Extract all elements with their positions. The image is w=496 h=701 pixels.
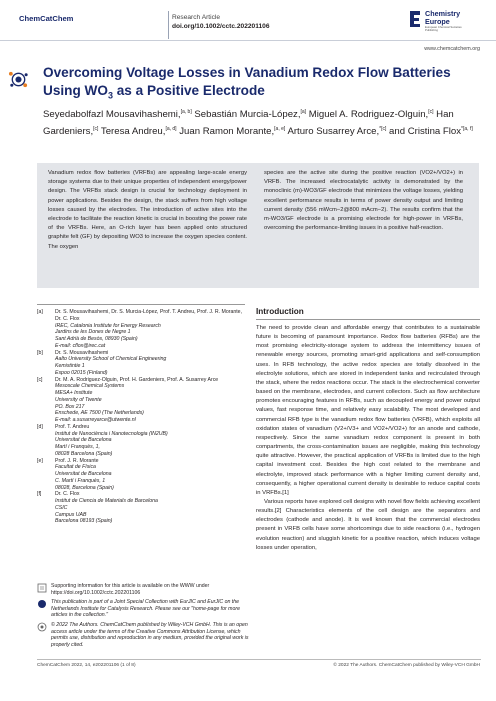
abstract-left-column: Vanadium redox flow batteries (VRFBs) are appealing large-scale energy storage systems due to their unique properties of independent energy/power design. The VRFBs stack design is crucial for technology deployment in power applications. Besides the design, the stack suffers from high voltage losses caused by the electrodes. The introduction of active sites into the electrode to facilitate the reaction kinetic is crucial in boosting the power rate of the VRFBs. Here, an O-rich layer has been applied onto structured graphite felt (GF) by depositing WO3 to increase the oxygen species content. The oxygen xyxy=(48,170,247,250)
logo-text-line2: Europe xyxy=(425,17,450,26)
affiliation-item xyxy=(37,309,247,350)
affiliation-key: [b] xyxy=(37,349,43,356)
affiliation-key: [c] xyxy=(37,376,43,383)
author-affiliation-marker: *[a, f] xyxy=(461,126,473,133)
affiliation-line: Jardins de les Dones de Negre 1 xyxy=(55,329,131,336)
affiliation-line: E-mail: a.susarreyarce@utwente.nl xyxy=(55,417,136,423)
chemistry-europe-logo-icon xyxy=(408,10,422,28)
title-subscript: 3 xyxy=(107,90,113,101)
affiliation-line: Universitat de Barcelona xyxy=(55,471,112,477)
affiliation-item xyxy=(37,424,247,458)
abstract-right-column: species are the active site during the positive reaction (VO2+/VO2+) in VRFB. The increased electrocatalytic activity is demonstrated by the monoclinic (m)-WO3/GF electrode that minimizes the voltage losses, yielding excellent performance results in terms of power density output and limiting current density (556 mWcm−2@800 mAcm−2). The results confirm that the m-WO3/GF electrode is a promising electrode for high-power in VRFBs, overcoming the performance-limiting issues in a positive half-reaction. xyxy=(264,170,463,232)
author-affiliation-marker: [c] xyxy=(428,109,434,115)
author-list xyxy=(43,105,483,140)
section-rule xyxy=(256,319,480,320)
open-access-icon xyxy=(8,69,29,90)
affiliation-line: PO. Box 217 xyxy=(55,403,85,410)
affiliation-line: E-mail: cflox@irec.cat xyxy=(55,342,106,349)
doi-link[interactable]: doi.org/10.1002/cctc.202201106 xyxy=(172,23,270,30)
license-icon xyxy=(37,622,51,632)
affiliation-list xyxy=(37,309,247,525)
chemistry-europe-logo[interactable] xyxy=(408,9,478,35)
affiliation-key: [e] xyxy=(37,457,43,464)
article-title xyxy=(43,64,483,105)
affiliation-line: Facultat de Física xyxy=(55,464,96,471)
introduction-body xyxy=(256,324,480,553)
affiliation-line: 08028 Barcelona (Spain) xyxy=(55,450,113,457)
supporting-info-note[interactable]: Supporting information for this article is available on the WWW under https://doi.org/10.1002/cctc.202201106 xyxy=(51,583,210,596)
affiliation-key: [d] xyxy=(37,423,43,430)
affiliation-line: Aalto University School of Chemical Engineering xyxy=(55,356,167,363)
abstract-box xyxy=(37,163,479,288)
affiliation-line: Dr. S. Mousavihashemi xyxy=(55,349,109,356)
affiliation-line: Barcelona 08193 (Spain) xyxy=(55,518,113,525)
author-name: Arturo Susarrey Arce, xyxy=(287,126,380,138)
affiliation-line: Universitat de Barcelona xyxy=(55,437,112,444)
author-affiliation-marker: [a] xyxy=(300,109,307,115)
affiliation-line: MESA+ Institute xyxy=(55,390,93,396)
author-name: Seyedabolfazl Mousavihashemi, xyxy=(43,109,181,121)
affiliation-item xyxy=(37,458,247,492)
affiliation-line: Sant Adrià de Besòs, 08930 (Spain) xyxy=(55,336,138,342)
author-name: Juan Ramon Morante, xyxy=(179,126,275,138)
author-separator: and xyxy=(386,126,408,138)
affiliation-line: Mesoscale Chemical Systems xyxy=(55,383,125,390)
footer-copyright: © 2022 The Authors. ChemCatChem published by Wiley-VCH GmbH xyxy=(333,663,480,668)
author-name: Han Gardeniers, xyxy=(43,109,454,138)
intro-paragraph-1: The need to provide clean and affordable energy that contributes to a sustainable future is becoming of paramount importance. Redox flow batteries (RFBs) are the most promising electricity-storage system to address the intermittency issues of renewable energy sources, promoting smart-grid applications and self-consumption uses. In RFB technology, the active redox species are totally dissolved in the electrolyte solutions, which are stored in independent tanks and recirculated through the stack, where the redox reactions occur. The stack is the electrochemical converter based on the membrane, electrodes, and current collectors. Such as flow architecture promotes encouraging features in RFBs, such as decoupled energy and power output values, fast response time, and relatively easy scalability. The most developed and commercial RFB type is the vanadium redox flow batteries (VRFB), which exploits all oxidation states of vanadium (V2+/V3+ and VO2+/VO2+) for an anode and cathode, respectively. Since the same vanadium redox component is present in both compartments, the cross-contamination issues are negligible, making this technology quite attractive. However, the practical application of VRFBs is limited due to the high capital investment cost. Besides the high cost related to the membrane and electrolyte, improved stack performance with a higher limiting current density and, consequently, a higher operational current density is desirable to reduce capital costs in VRFBs.[1] xyxy=(256,325,480,496)
author-name: Miguel A. Rodriguez-Olguin, xyxy=(308,109,429,121)
author-affiliation-marker: *[c] xyxy=(379,126,387,133)
affiliation-line: Institut de Ciencia de Materials de Barcelona xyxy=(55,498,158,504)
affiliation-line: Kemistintie 1 xyxy=(55,363,85,369)
affiliation-line: Dr. C. Flox xyxy=(55,491,80,498)
intro-paragraph-2: Various reports have explored cell designs with novel flow fields achieving excellent results.[2] Characteristics elements of the cell design are the separators and electrodes (cathode and anode). It is well known that the commercial electrodes present in VRFB cells have some shortcomings due to side reactions (i.e., hydrogen evolution reaction) and sluggish kinetic for a positive reaction, which induces voltage losses under operation, xyxy=(256,498,480,551)
supporting-info-icon xyxy=(37,583,51,593)
affiliation-key: [f] xyxy=(37,491,42,498)
license-note: © 2022 The Authors. ChemCatChem published by Wiley-VCH GmbH. This is an open access article under the terms of the Creative Commons Attribution License, which permits use, distribution and reproduction in any medium, provided the original work is properly cited. xyxy=(51,621,249,648)
footer-rule xyxy=(37,659,481,660)
affiliation-item xyxy=(37,377,247,424)
affiliation-line: Martí i Franquès, 1, xyxy=(55,444,100,450)
affiliation-line: Institut de Nanociència i Nanotecnologia (IN2UB) xyxy=(55,430,168,437)
affiliation-line: Dr. S. Mousavihashemi, Dr. S. Murcia-López, Prof. T. Andreu, Prof. J. R. Morante, Dr. C. Flox xyxy=(55,309,243,322)
header-divider xyxy=(168,11,169,39)
affiliation-line: CSIC xyxy=(55,504,68,511)
author-name: Sebastián Murcia-López, xyxy=(194,109,301,121)
footer-citation: ChemCatChem 2022, 14, e202201106 (1 of 8) xyxy=(37,663,136,668)
affiliation-item xyxy=(37,350,247,377)
journal-website[interactable]: www.chemcatchem.org xyxy=(424,46,480,52)
section-heading-introduction: Introduction xyxy=(256,307,304,316)
special-collection-icon xyxy=(37,599,51,609)
affiliation-item xyxy=(37,491,247,525)
affiliation-line: IREC, Catalonia Institute for Energy Research xyxy=(55,322,161,329)
author-affiliation-marker: [c] xyxy=(93,126,99,133)
affiliation-line: Dr. M. A. Rodriguez-Olguin, Prof. H. Gardeniers, Prof. A. Susarrey Arce xyxy=(55,376,219,383)
journal-name: ChemCatChem xyxy=(19,14,74,23)
affiliation-key: [a] xyxy=(37,309,43,315)
header-rule xyxy=(0,40,496,41)
affiliation-line: Prof. J. R. Morante xyxy=(55,457,99,464)
special-collection-note: This publication is part of a Joint Special Collection with EurJIC and EurJIC on the Netherlands Institute for Catalysis Research. Please see our "home-page for more articles in the collection." xyxy=(51,599,240,619)
affiliation-line: Espoo 02015 (Finland) xyxy=(55,369,108,376)
affiliation-line: University of Twente xyxy=(55,396,102,403)
affiliation-line: Enschede, AE 7500 (The Netherlands) xyxy=(55,410,144,417)
affiliation-line: Prof. T. Andreu xyxy=(55,423,90,430)
author-affiliation-marker: [a, d] xyxy=(165,126,177,133)
logo-text-line1: Chemistry xyxy=(425,9,461,18)
author-affiliation-marker: [a, e] xyxy=(274,126,286,133)
affiliation-line: C. Martí i Franquès, 1 xyxy=(55,477,106,484)
article-notes xyxy=(37,583,249,651)
title-part1: Overcoming Voltage Losses in Vanadium Redox Flow Batteries Using WO xyxy=(43,65,451,98)
article-type: Research Article xyxy=(172,14,221,21)
author-affiliation-marker: [a, b] xyxy=(180,109,192,115)
author-name: Cristina Flox xyxy=(407,126,462,138)
affiliation-line: 08028, Barcelona (Spain) xyxy=(55,484,114,491)
title-part2: as a Positive Electrode xyxy=(112,82,265,98)
affiliation-line: Campus UAB xyxy=(55,511,87,518)
affiliation-rule xyxy=(37,304,245,305)
logo-text-line3: European Chemical Societies Publishing xyxy=(425,25,462,32)
author-name: Teresa Andreu, xyxy=(100,126,166,138)
